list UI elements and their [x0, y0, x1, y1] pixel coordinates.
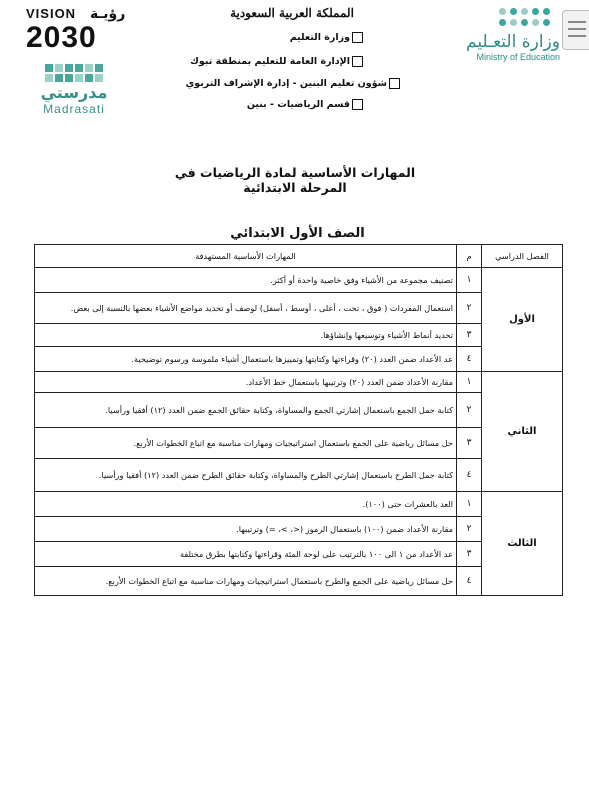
skill-text: مقارنة الأعداد ضمن (١٠٠) باستعمال الرموز (<، >، =) وترتيبها. [35, 517, 457, 542]
menu-icon-bar [568, 28, 586, 30]
row-number: ١ [457, 372, 482, 393]
menu-button[interactable] [562, 10, 589, 50]
madrasati-arabic: مدرستي [40, 83, 108, 102]
row-number: ٢ [457, 293, 482, 324]
skill-text: عد الأعداد ضمن العدد (٢٠) وقراءتها وكتابتها وتمييزها باستعمال أشياء ملموسة ورسوم توضيحية. [35, 347, 457, 372]
table-header-row [35, 245, 563, 268]
skill-text: عد الأعداد من ١ الى ١٠٠ بالترتيب على لوحة المئة وقراءتها وكتابتها بطرق مختلفة [35, 542, 457, 567]
ministry-arabic: وزارة التعـليم [466, 32, 560, 52]
row-number: ٢ [457, 393, 482, 428]
header-line-department: قسم الرياضيات - بنين [247, 99, 363, 110]
ministry-logo [436, 8, 560, 62]
document-title: المهارات الأساسية لمادة الرياضيات في المرحلة الابتدائية [174, 165, 416, 195]
table-row [35, 268, 563, 293]
row-number: ٤ [457, 347, 482, 372]
menu-icon-bar [568, 35, 586, 37]
row-number: ٣ [457, 428, 482, 459]
header-num: م [457, 245, 482, 268]
ministry-english: Ministry of Education [476, 52, 560, 62]
header-term: الفصل الدراسي [482, 245, 563, 268]
ministry-dots-icon [436, 8, 550, 26]
madrasati-logo [26, 64, 122, 116]
vision-arabic-label: رؤيـة [90, 6, 126, 22]
row-number: ١ [457, 268, 482, 293]
row-number: ٤ [457, 567, 482, 596]
skill-text: حل مسائل رياضية على الجمع باستعمال استراتيجيات ومهارات مناسبة مع اتباع الخطوات الأربع. [35, 428, 457, 459]
row-number: ٣ [457, 542, 482, 567]
skills-table [34, 244, 563, 596]
table-row [35, 372, 563, 393]
skill-text: تصنيف مجموعة من الأشياء وفق خاصية واحدة أو أكثر. [35, 268, 457, 293]
vision-2030-logo [26, 6, 126, 53]
grade-heading: الصف الأول الابتدائي [230, 226, 365, 241]
checkbox-icon [389, 78, 400, 89]
header-line-directorate: الإدارة العامة للتعليم بمنطقة تبوك [190, 56, 363, 67]
menu-icon-bar [568, 21, 586, 23]
vision-year: 2030 [26, 21, 97, 54]
madrasati-english: Madrasati [43, 102, 105, 116]
row-number: ١ [457, 492, 482, 517]
skill-text: مقارنة الأعداد ضمن العدد (٢٠) وترتيبها باستعمال خط الأعداد. [35, 372, 457, 393]
skill-text: كتابة جمل الجمع باستعمال إشارتي الجمع والمساواة، وكتابة حقائق الجمع ضمن العدد (١٢) أفقيا ورأسيا. [35, 393, 457, 428]
skill-text: تحديد أنماط الأشياء وتوسيعها وإنشاؤها. [35, 324, 457, 347]
checkbox-icon [352, 32, 363, 43]
skill-text: العد بالعشرات حتى (١٠٠). [35, 492, 457, 517]
skill-text: كتابة جمل الطرح باستعمال إشارتي الطرح والمساواة، وكتابة حقائق الطرح ضمن العدد (١٢) أفقيا ورأسيا. [35, 459, 457, 492]
row-number: ٣ [457, 324, 482, 347]
header-line-ministry: وزارة التعليم [290, 32, 363, 43]
row-number: ٤ [457, 459, 482, 492]
table-row [35, 492, 563, 517]
vision-label: VISION [26, 6, 77, 21]
skill-text: حل مسائل رياضية على الجمع والطرح باستعمال استراتيجيات ومهارات مناسبة مع اتباع الخطوات الأربع. [35, 567, 457, 596]
checkbox-icon [352, 56, 363, 67]
row-number: ٢ [457, 517, 482, 542]
skill-text: استعمال المفردات ( فوق ، تحت ، أعلى ، أوسط ، أسفل) لوصف أو تحديد مواضع الأشياء بعضها بالنسبة إلى بعض. [35, 293, 457, 324]
header-skills: المهارات الأساسية المستهدفة [35, 245, 457, 268]
kingdom-title: المملكة العربية السعودية [230, 6, 354, 20]
term-second: الثاني [482, 372, 563, 492]
checkbox-icon [352, 99, 363, 110]
term-third: الثالث [482, 492, 563, 596]
madrasati-grid-icon [26, 64, 122, 82]
term-first: الأول [482, 268, 563, 372]
header-line-affairs: شؤون تعليم البنين - إدارة الإشراف التربوي [186, 78, 400, 89]
